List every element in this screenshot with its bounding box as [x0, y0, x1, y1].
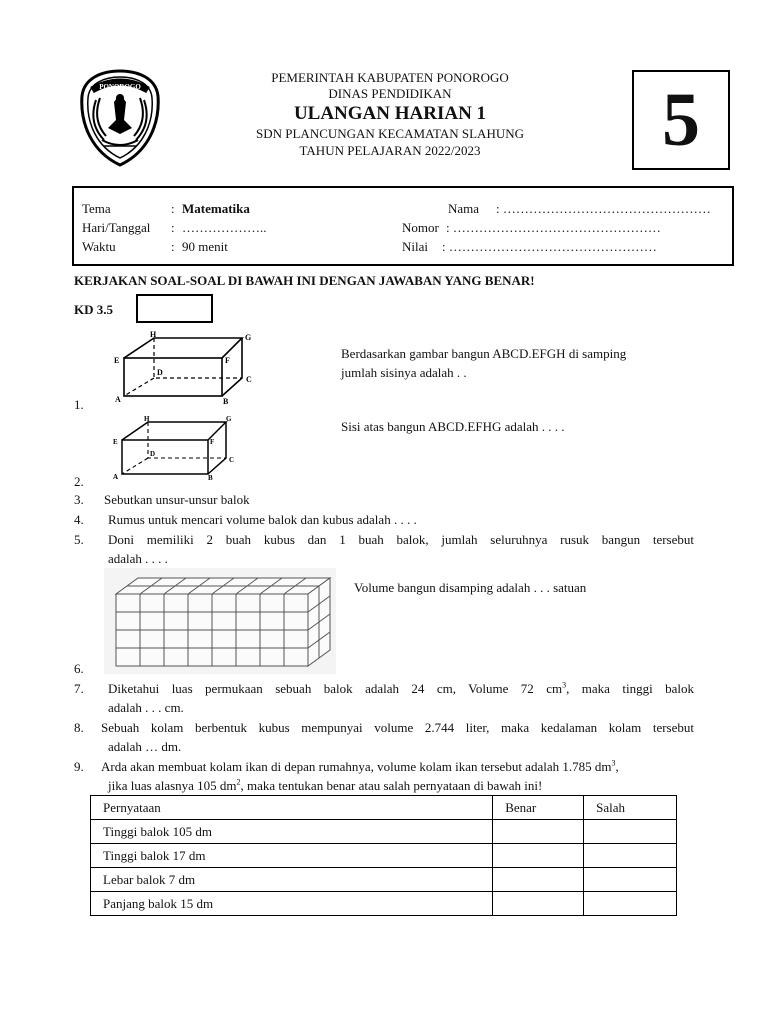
salah-cell[interactable] [584, 892, 677, 916]
question-number: 7. [74, 681, 84, 696]
vertex-label: E [113, 438, 118, 446]
waktu-value: 90 menit [182, 239, 228, 254]
logo-text: PONOROGO [99, 83, 141, 91]
vertex-label: H [144, 415, 150, 423]
statement-cell: Panjang balok 15 dm [91, 892, 493, 916]
logo [78, 68, 162, 168]
table-header: Benar [493, 796, 584, 820]
nomor-label: Nomor [402, 220, 439, 235]
waktu-label: Waktu [82, 239, 116, 254]
header-school: SDN PLANCUNGAN KECAMATAN SLAHUNG [256, 126, 524, 141]
vertex-label: H [150, 330, 157, 339]
question-6-text: Volume bangun disamping adalah . . . satuan [354, 580, 587, 595]
question-4-text: Rumus untuk mencari volume balok dan kubus adalah . . . . [108, 512, 417, 527]
benar-cell[interactable] [493, 820, 584, 844]
benar-cell[interactable] [493, 868, 584, 892]
question-2-text: Sisi atas bangun ABCD.EFHG adalah . . . . [341, 419, 565, 434]
vertex-label: D [150, 450, 156, 458]
identity-box [72, 186, 734, 266]
question-number: 4. [74, 512, 84, 527]
vertex-label: C [246, 375, 252, 384]
vertex-label: E [114, 356, 120, 365]
question-number: 1. [74, 397, 84, 412]
question-number: 5. [74, 532, 84, 547]
question-9-text-part: , maka tentukan benar atau salah pernyataan di bawah ini! [240, 778, 543, 793]
question-3-text: Sebutkan unsur-unsur balok [104, 492, 250, 507]
question-9-text-part: jika luas alasnya 105 dm [108, 778, 237, 793]
question-number: 3. [74, 492, 84, 507]
vertex-label: D [157, 368, 163, 377]
tema-value: Matematika [182, 201, 250, 216]
question-7-text-part: Diketahui luas permukaan sebuah balok adalah 24 cm, Volume 72 cm [108, 681, 563, 696]
vertex-label: B [208, 474, 213, 480]
table-header: Salah [584, 796, 677, 820]
vertex-label: G [226, 415, 232, 423]
statement-cell: Tinggi balok 17 dm [91, 844, 493, 868]
nilai-field[interactable]: : ………………………………………… [442, 239, 657, 254]
table-header: Pernyataan [91, 796, 493, 820]
question-7-text-part: , maka tinggi balok [566, 681, 695, 696]
question-9-text-part: , [615, 759, 619, 774]
vertex-label: B [223, 397, 229, 405]
salah-cell[interactable] [584, 844, 677, 868]
nama-field[interactable]: : ………………………………………… [496, 201, 711, 216]
superscript: 3 [611, 758, 616, 768]
nilai-label: Nilai [402, 239, 428, 254]
question-8-text: adalah … dm. [108, 739, 182, 754]
kd-answer-box[interactable] [136, 294, 213, 323]
instruction: KERJAKAN SOAL-SOAL DI BAWAH INI DENGAN JAWABAN YANG BENAR! [74, 273, 535, 288]
table-row [91, 844, 677, 868]
vertex-label: G [245, 333, 252, 342]
question-number: 8. [74, 720, 84, 735]
question-5-text: Doni memiliki 2 buah kubus dan 1 buah balok, jumlah seluruhnya rusuk bangun tersebut [108, 532, 694, 547]
salah-cell[interactable] [584, 820, 677, 844]
vertex-label: F [225, 356, 230, 365]
hari-field[interactable]: ……………….. [182, 220, 267, 235]
salah-cell[interactable] [584, 868, 677, 892]
table-header-row [91, 796, 677, 820]
question-number: 9. [74, 759, 84, 774]
vertex-label: A [113, 473, 119, 480]
cuboid-figure-2 [108, 414, 238, 480]
nomor-field[interactable]: : ………………………………………… [446, 220, 661, 235]
question-9-text-part: Arda akan membuat kolam ikan di depan rumahnya, volume kolam ikan tersebut adalah 1.785 dm [101, 759, 612, 774]
hari-label: Hari/Tanggal [82, 220, 151, 235]
superscript: 3 [562, 680, 567, 690]
question-7-text [108, 680, 694, 698]
question-9-text [101, 758, 619, 776]
benar-cell[interactable] [493, 844, 584, 868]
vertex-label: A [115, 395, 121, 404]
colon: : [171, 201, 175, 216]
tema-label: Tema [82, 201, 111, 216]
grade-box: 5 [632, 70, 730, 170]
question-number: 2. [74, 474, 84, 489]
colon: : [171, 220, 175, 235]
table-row [91, 892, 677, 916]
header-year: TAHUN PELAJARAN 2022/2023 [299, 143, 481, 158]
question-1-text: jumlah sisinya adalah . . [341, 365, 467, 380]
question-8-text: Sebuah kolam berbentuk kubus mempunyai volume 2.744 liter, maka kedalaman kolam tersebut [101, 720, 694, 735]
statement-cell: Tinggi balok 105 dm [91, 820, 493, 844]
statement-cell: Lebar balok 7 dm [91, 868, 493, 892]
page-title: ULANGAN HARIAN 1 [293, 103, 487, 124]
colon: : [171, 239, 175, 254]
header-department: DINAS PENDIDIKAN [328, 86, 452, 101]
cuboid-figure-1 [112, 330, 262, 405]
answer-table [90, 795, 677, 916]
cube-grid-figure [104, 568, 336, 674]
question-7-text: adalah . . . cm. [108, 700, 184, 715]
question-number: 6. [74, 661, 84, 676]
question-5-text: adalah . . . . [108, 551, 168, 566]
table-row [91, 868, 677, 892]
vertex-label: F [210, 438, 215, 446]
question-9-text [108, 777, 542, 795]
superscript: 2 [236, 777, 241, 787]
benar-cell[interactable] [493, 892, 584, 916]
header-government: PEMERINTAH KABUPATEN PONOROGO [271, 70, 509, 85]
question-1-text: Berdasarkan gambar bangun ABCD.EFGH di samping [341, 346, 627, 361]
nama-label: Nama [448, 201, 480, 216]
table-row [91, 820, 677, 844]
kd-label: KD 3.5 [74, 302, 113, 317]
vertex-label: C [229, 456, 235, 464]
